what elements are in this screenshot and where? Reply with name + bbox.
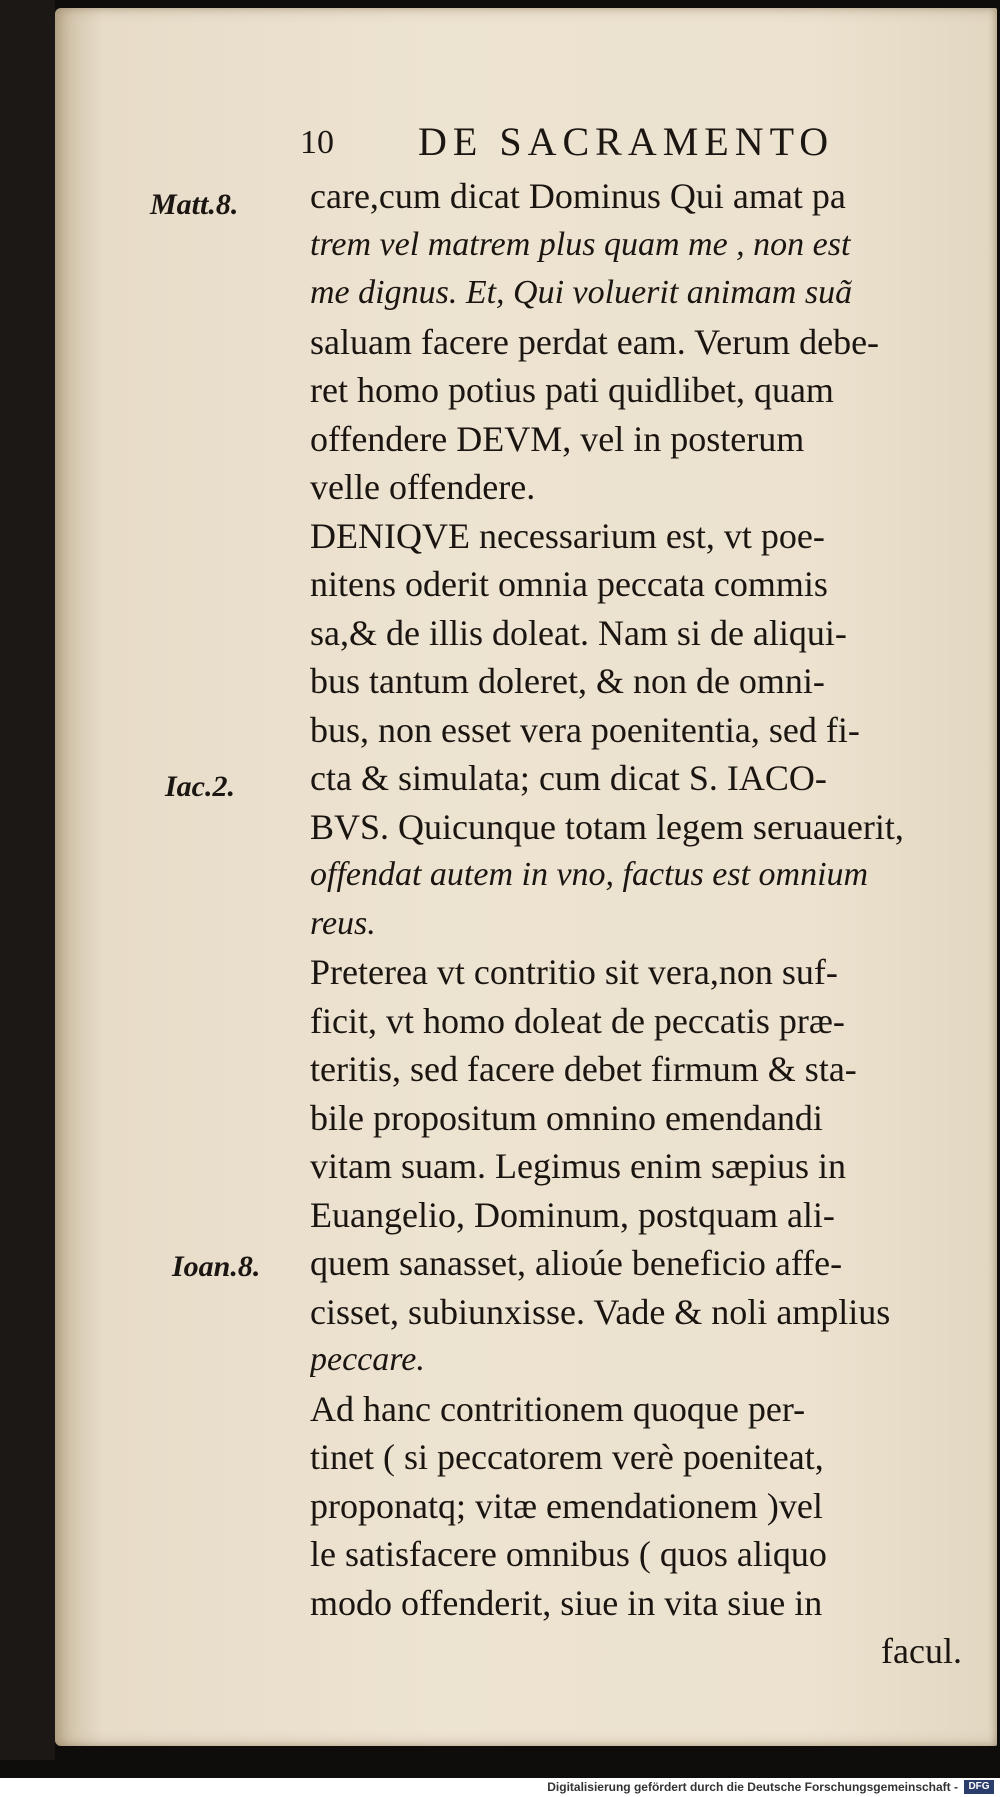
margin-note-iac: Iac.2. (165, 770, 235, 803)
text-line: le satisfacere omnibus ( quos aliquo (310, 1534, 827, 1574)
text-line: peccare. (310, 1341, 425, 1378)
text-line: Ad hanc contritionem quoque per- (310, 1388, 806, 1429)
text-line: proponatq; vitæ emendationem )vel (310, 1485, 823, 1526)
running-head (300, 118, 880, 168)
margin-note-ioan: Ioan.8. (172, 1250, 261, 1283)
footer-credit: Digitalisierung gefördert durch die Deutsche Forschungsgemeinschaft - (547, 1780, 958, 1794)
text-line: trem vel matrem plus quam me , non est (310, 225, 851, 263)
text-line: sa,& de illis doleat. Nam si de aliqui- (310, 612, 847, 653)
text-line: modo offenderit, siue in vita siue in (310, 1582, 823, 1623)
text-line: teritis, sed facere debet firmum & sta- (310, 1049, 857, 1089)
text-line: quem sanasset, alioúe beneficio affe- (310, 1243, 843, 1283)
text-line: bus tantum doleret, & non de omni- (310, 661, 825, 701)
margin-note-matt: Matt.8. (150, 188, 239, 221)
text-line: me dignus. Et, Qui voluerit animam suã (310, 274, 853, 311)
text-line: ret homo potius pati quidlibet, quam (310, 370, 834, 410)
text-line: offendat autem in vno, factus est omnium (310, 856, 869, 893)
page-number: 10 (300, 124, 334, 161)
dfg-logo: DFG (964, 1780, 994, 1794)
text-line: bus, non esset vera poenitentia, sed fi- (310, 709, 860, 750)
text-line: Euangelio, Dominum, postquam ali- (310, 1194, 835, 1235)
text-line: offendere DEVM, vel in posterum (310, 418, 805, 459)
page-edge-shadow (0, 0, 55, 1760)
text-line: cta & simulata; cum dicat S. IACO- (310, 758, 827, 798)
text-line: cisset, subiunxisse. Vade & noli amplius (310, 1291, 891, 1332)
text-line: bile propositum omnino emendandi (310, 1097, 823, 1138)
text-line: vitam suam. Legimus enim sæpius in (310, 1146, 846, 1186)
text-line: Preterea vt contritio sit vera,non suf- (310, 952, 838, 992)
text-line: care,cum dicat Dominus Qui amat pa (310, 176, 846, 216)
text-line: velle offendere. (310, 467, 536, 507)
page-title: DE SACRAMENTO (418, 119, 835, 164)
text-line: facul. (881, 1631, 962, 1671)
text-line: saluam facere perdat eam. Verum debe- (310, 321, 880, 362)
text-line: reus. (310, 904, 376, 942)
text-line: DENIQVE necessarium est, vt poe- (310, 515, 825, 556)
text-line: tinet ( si peccatorem verè poeniteat, (310, 1437, 824, 1477)
text-line: ficit, vt homo doleat de peccatis præ- (310, 1000, 845, 1041)
text-line: nitens oderit omnia peccata commis (310, 564, 828, 604)
body-text (310, 172, 980, 1676)
text-line: BVS. Quicunque totam legem seruauerit, (310, 806, 904, 847)
footer-bar (0, 1778, 1000, 1797)
